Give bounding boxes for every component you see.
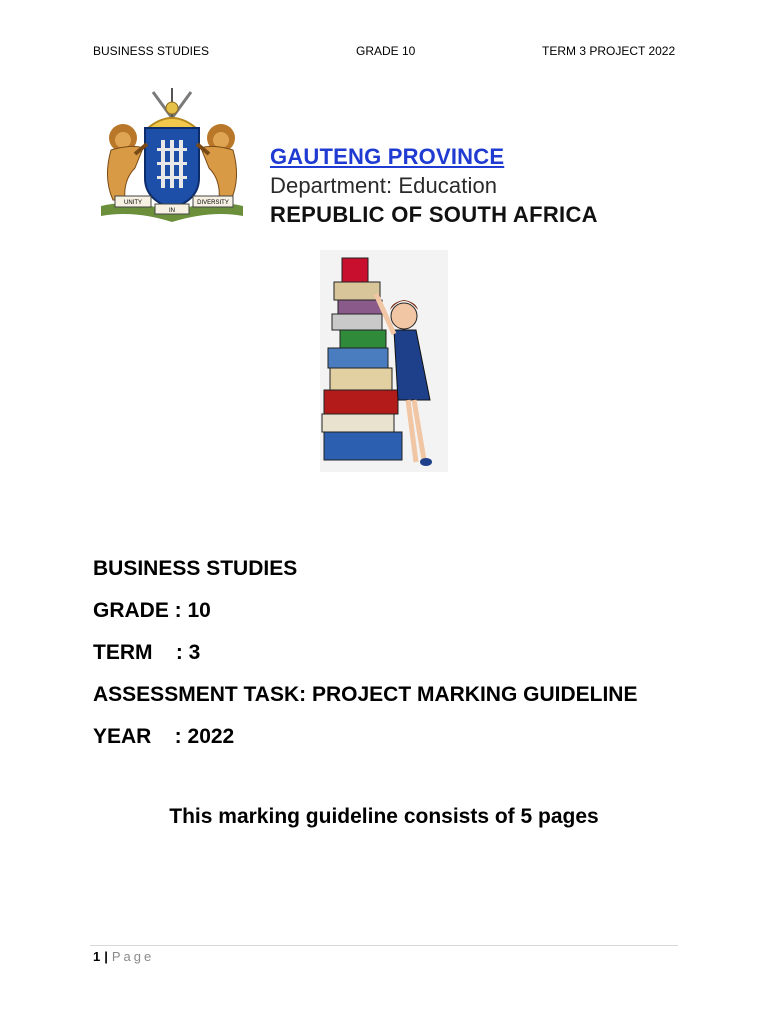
page-count-note: This marking guideline consists of 5 pages [169,805,599,828]
page-footer [93,949,154,964]
cover-details [93,555,637,765]
header-subject: BUSINESS STUDIES [93,44,210,58]
task-line: ASSESSMENT TASK: PROJECT MARKING GUIDELINE [93,683,638,706]
page-number: 1 [93,949,101,964]
province-name: GAUTENG PROVINCE [270,144,505,169]
motto-diversity: DIVERSITY [197,200,229,206]
department-name: Department: Education [270,173,498,198]
country-name: REPUBLIC OF SOUTH AFRICA [270,202,598,227]
footer-divider [90,945,678,946]
header-grade: GRADE 10 [356,44,416,58]
subject-line: BUSINESS STUDIES [93,557,298,580]
motto-unity: UNITY [124,200,142,206]
page-word: Page [111,949,155,964]
term-line: TERM : 3 [93,641,201,664]
header-term: TERM 3 PROJECT 2022 [542,44,676,58]
coat-of-arms-logo [93,88,251,224]
motto-in: IN [169,208,175,214]
department-block [270,142,598,229]
year-line: YEAR : 2022 [93,725,235,748]
books-illustration [320,250,448,472]
footer-separator: | [104,949,108,964]
grade-line: GRADE : 10 [93,599,211,622]
